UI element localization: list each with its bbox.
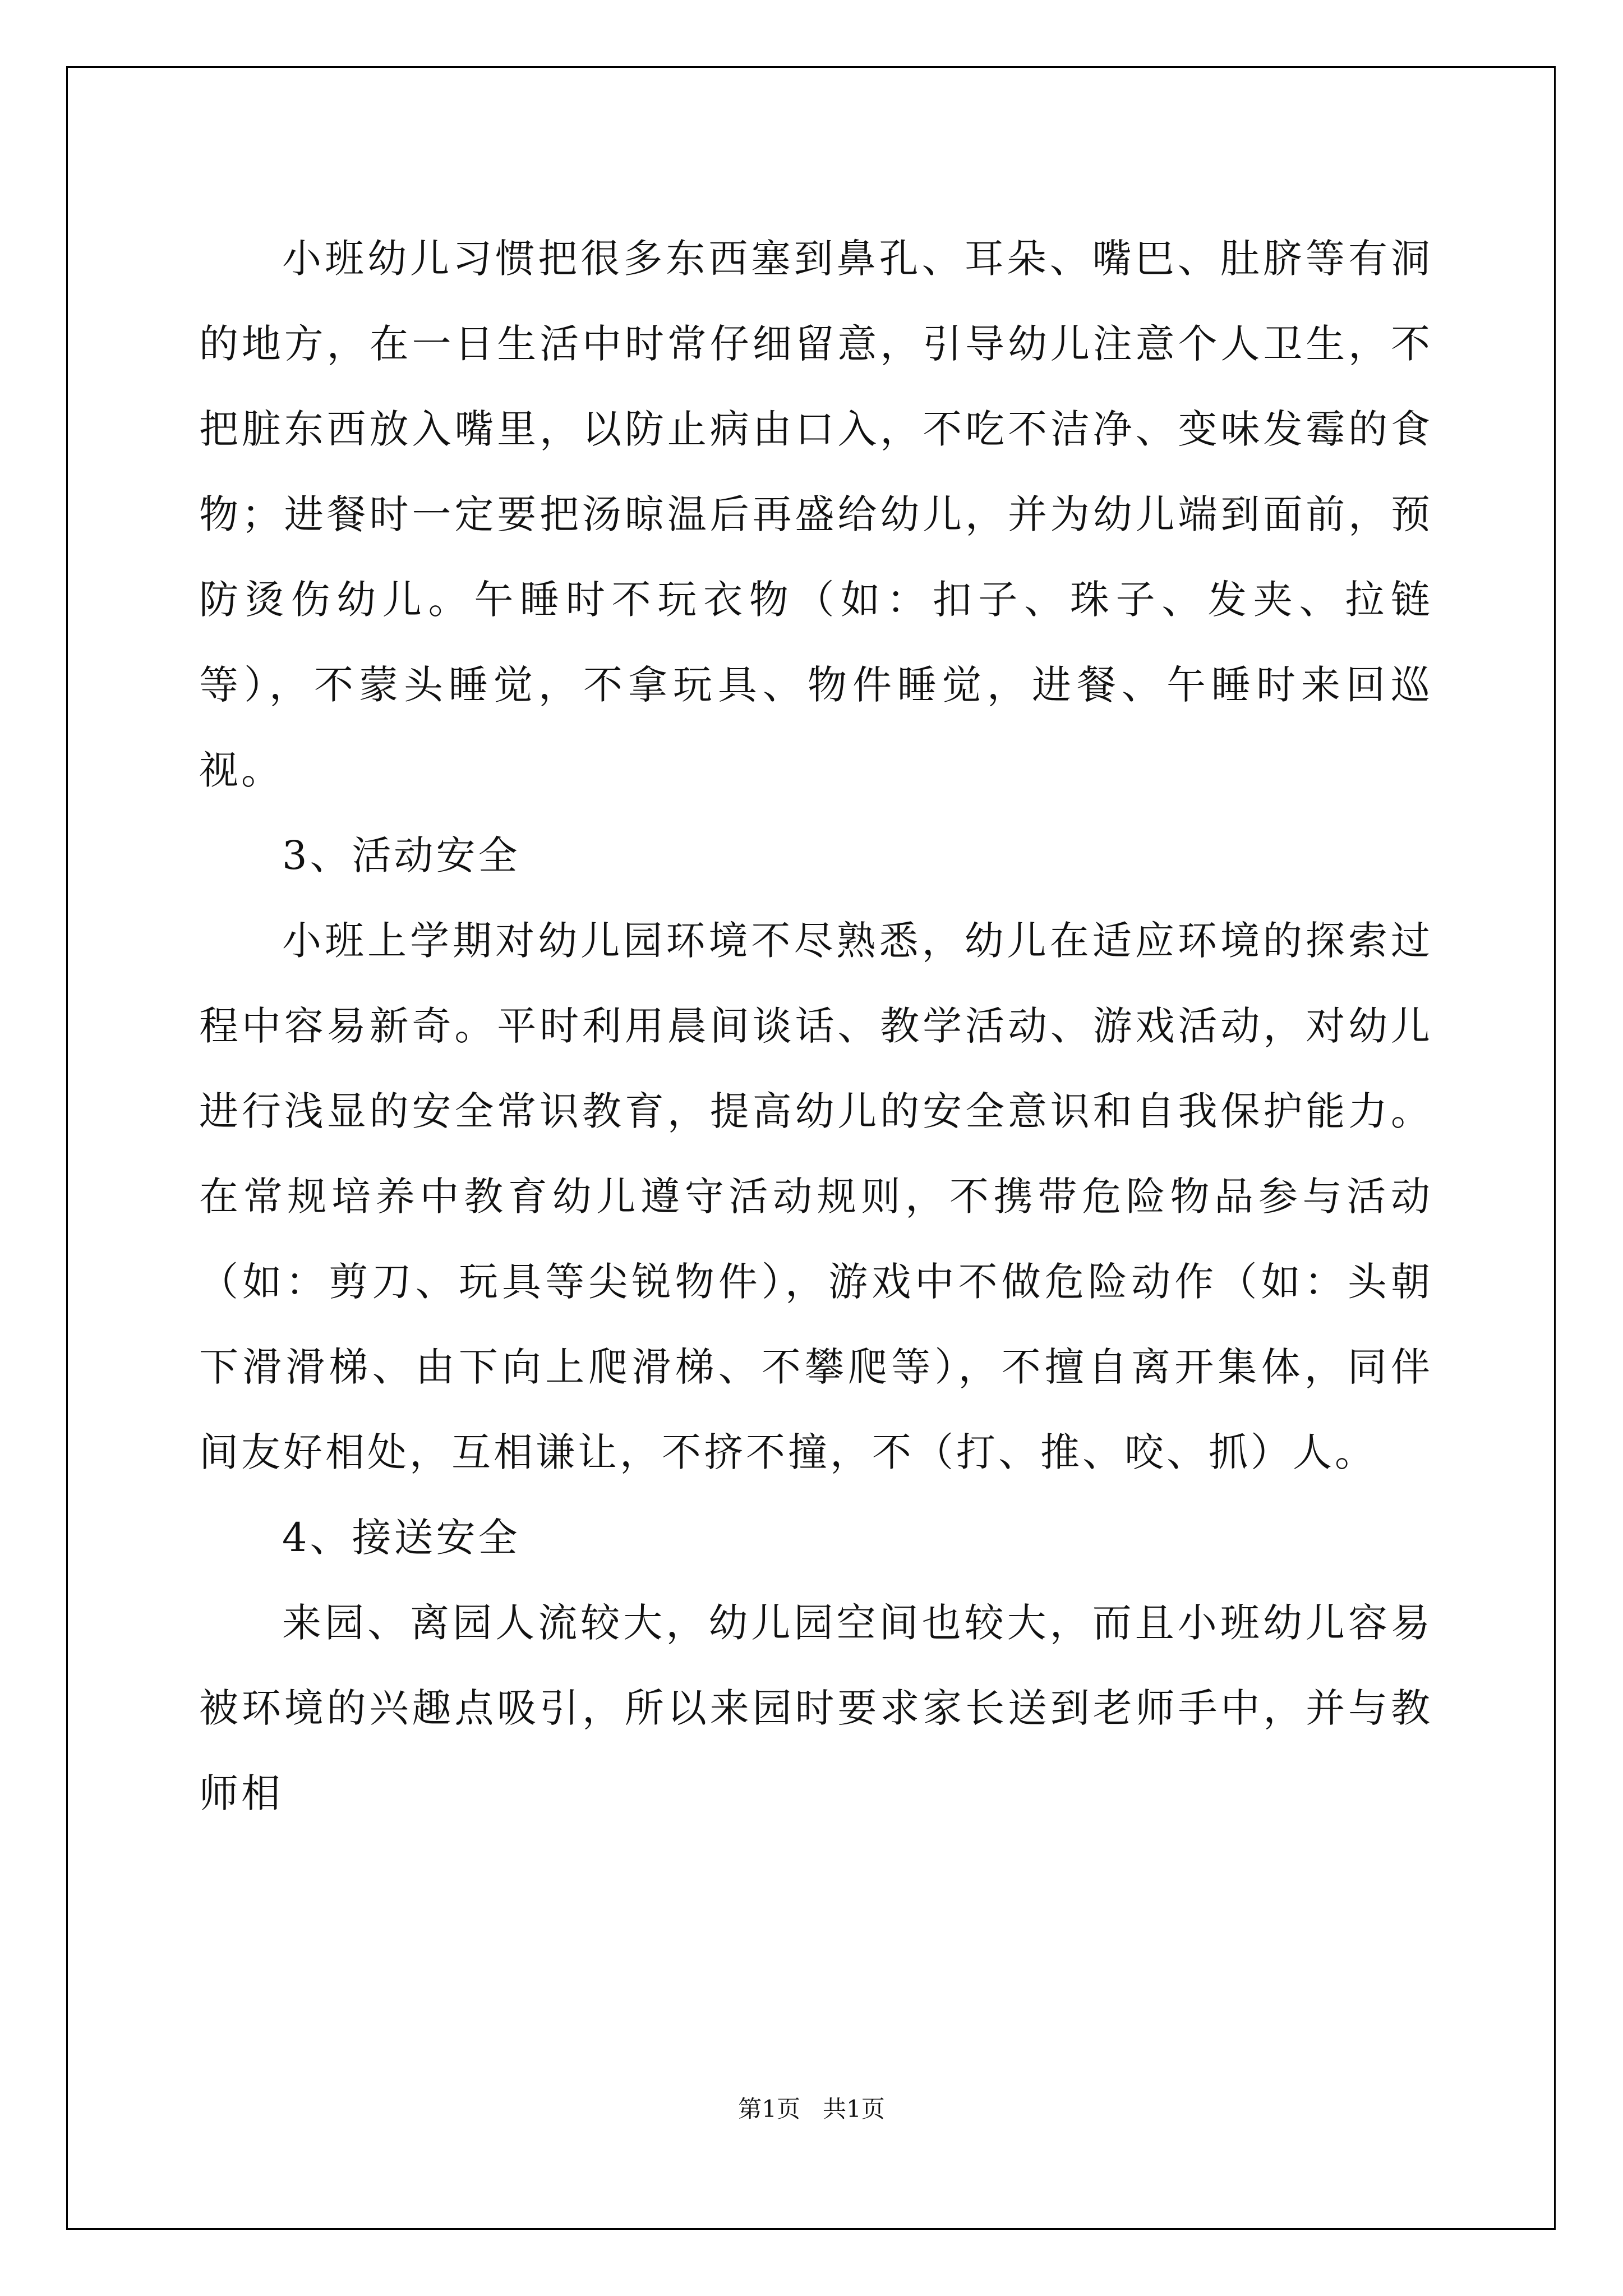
page-footer: 第1页 共1页: [738, 2095, 885, 2123]
heading-pickup-safety: 4、接送安全: [282, 1515, 520, 1561]
paragraph-activity-safety: 小班上学期对幼儿园环境不尽熟悉，幼儿在适应环境的探索过程中容易新奇。平时利用晨间谈话、教学活动、游戏活动，对幼儿进行浅显的安全常识教育，提高幼儿的安全意识和自我保护能力。在常规培养中教育幼儿遵守活动规则，不携带危险物品参与活动（如：剪刀、玩具等尖锐物件），游戏中不做危险动作（如：头朝下滑滑梯、由下向上爬滑梯、不攀爬等），不擅自离开集体，同伴间友好相处，互相谦让，不挤不撞，不（打、推、咬、抓）人。: [199, 918, 1433, 1475]
heading-activity-safety: 3、活动安全: [282, 832, 520, 878]
paragraph-pickup-safety: 来园、离园人流较大，幼儿园空间也较大，而且小班幼儿容易被环境的兴趣点吸引，所以来园时要求家长送到老师手中，并与教师相: [199, 1600, 1433, 1816]
document-body: [199, 216, 1433, 1836]
paragraph-food-hygiene: 小班幼儿习惯把很多东西塞到鼻孔、耳朵、嘴巴、肚脐等有洞的地方，在一日生活中时常仔细留意，引导幼儿注意个人卫生，不把脏东西放入嘴里，以防止病由口入，不吃不洁净、变味发霉的食物；进餐时一定要把汤晾温后再盛给幼儿，并为幼儿端到面前，预防烫伤幼儿。午睡时不玩衣物（如：扣子、珠子、发夹、拉链等），不蒙头睡觉，不拿玩具、物件睡觉，进餐、午睡时来回巡视。: [199, 236, 1433, 793]
